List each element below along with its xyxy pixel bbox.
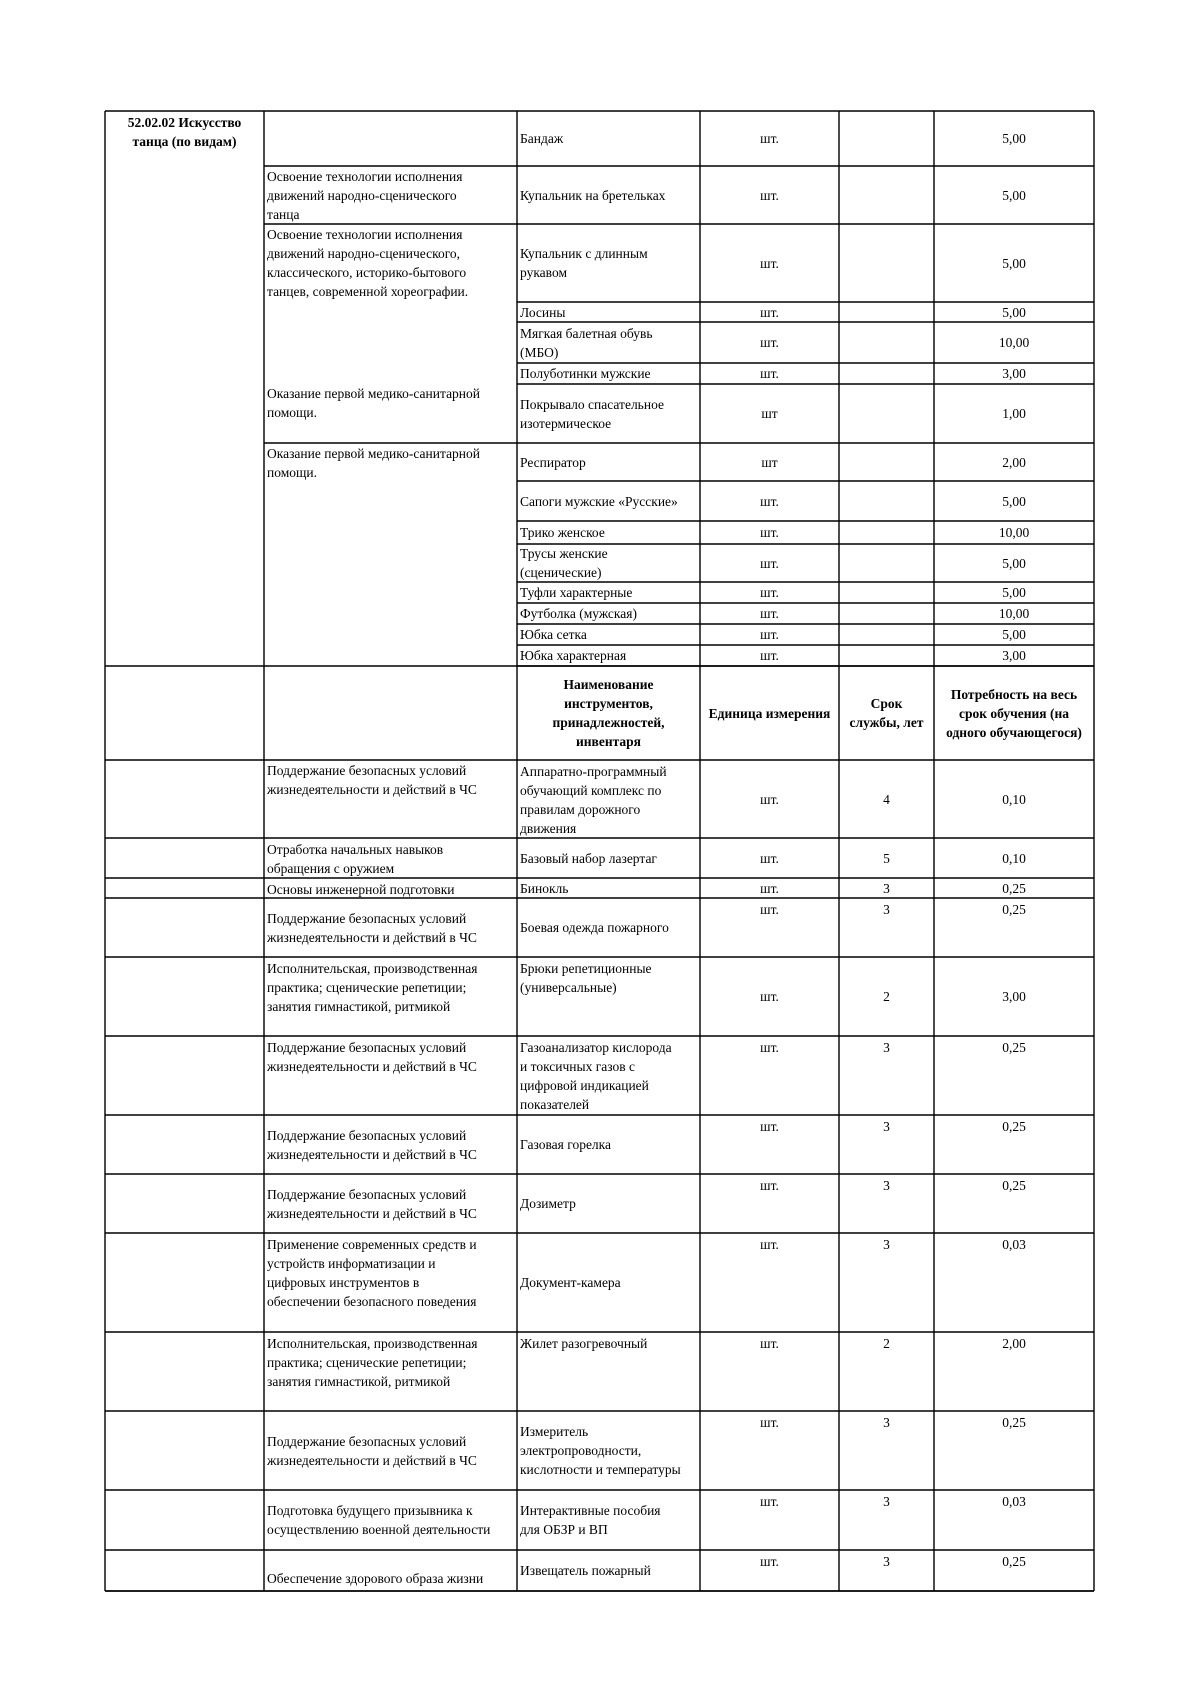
item-term: 2 (883, 989, 890, 1004)
item-unit: шт. (760, 1494, 779, 1509)
item-name: Газовая горелка (520, 1137, 612, 1152)
item-unit: шт (761, 406, 778, 421)
item-qty: 10,00 (998, 525, 1030, 540)
item-unit: шт. (760, 493, 779, 509)
item-name: Купальник на бретельках (520, 187, 666, 203)
item-qty: 0,25 (1002, 880, 1026, 896)
item-qty: 0,25 (1002, 1554, 1026, 1569)
item-name: Покрывало спасательное изотермическое (520, 396, 664, 431)
item-name: Полуботинки мужские (520, 366, 651, 381)
discipline-cell: Поддержание безопасных условий жизнедеятельности и действий в ЧС (267, 1433, 477, 1468)
item-qty: 0,25 (1002, 1415, 1026, 1430)
item-qty: 3,00 (1002, 989, 1026, 1004)
item-qty: 10,00 (998, 606, 1030, 621)
discipline-cell: Подготовка будущего призывника к осуществлению военной деятельности (267, 1503, 491, 1537)
item-unit: шт. (760, 1119, 779, 1134)
item-unit: шт. (760, 1336, 779, 1351)
item-name: Респиратор (520, 454, 586, 470)
item-name: Документ-камера (520, 1275, 621, 1290)
item-name: Лосины (520, 304, 566, 320)
item-name: Юбка сетка (520, 627, 587, 642)
item-unit: шт. (760, 525, 779, 540)
item-unit: шт. (760, 627, 779, 642)
item-qty: 3,00 (1002, 366, 1026, 381)
item-unit: шт (761, 454, 778, 470)
column-header-need: Потребность на весь срок обучения (на одного обучающегося) (946, 686, 1082, 740)
item-name: Измеритель электропроводности, кислотности и температуры (520, 1424, 681, 1477)
item-unit: шт. (760, 791, 779, 807)
discipline-cell: Обеспечение здорового образа жизни (267, 1571, 484, 1586)
specialty-cell: 52.02.02 Искусство танца (по видам) (127, 115, 242, 149)
item-qty: 5,00 (1002, 555, 1026, 571)
item-term: 3 (883, 1415, 890, 1430)
item-qty: 5,00 (1002, 493, 1026, 509)
discipline-cell: Поддержание безопасных условий жизнедеятельности и действий в ЧС (267, 1186, 477, 1221)
column-header-name: Наименование инструментов, принадлежностей, инвентаря (552, 677, 665, 749)
discipline-cell: Поддержание безопасных условий жизнедеятельности и действий в ЧС (267, 1127, 477, 1162)
item-unit: шт. (760, 850, 779, 866)
item-unit: шт. (760, 131, 779, 146)
item-name: Базовый набор лазертаг (520, 850, 657, 866)
item-name: Брюки репетиционные (универсальные) (520, 961, 652, 995)
item-term: 4 (883, 791, 890, 807)
item-term: 3 (883, 902, 890, 917)
item-qty: 5,00 (1002, 304, 1026, 320)
item-term: 3 (883, 1237, 890, 1252)
discipline-cell: Оказание первой медико-санитарной помощи. (267, 446, 481, 480)
item-qty: 5,00 (1002, 187, 1026, 203)
item-name: Дозиметр (520, 1196, 576, 1211)
item-name: Извещатель пожарный (520, 1563, 651, 1578)
discipline-cell: Оказание первой медико-санитарной помощи. (267, 386, 481, 420)
item-qty: 1,00 (1002, 406, 1026, 421)
discipline-cell: Поддержание безопасных условий жизнедеятельности и действий в ЧС (267, 763, 477, 797)
item-unit: шт. (760, 989, 779, 1004)
item-term: 3 (883, 1494, 890, 1509)
item-name: Трусы женские (сценические) (520, 546, 608, 580)
item-qty: 0,03 (1002, 1494, 1026, 1509)
discipline-cell: Поддержание безопасных условий жизнедеятельности и действий в ЧС (267, 1040, 477, 1074)
item-unit: шт. (760, 606, 779, 621)
discipline-cell: Отработка начальных навыков обращения с оружием (267, 842, 444, 876)
item-qty: 0,10 (1002, 850, 1026, 866)
item-unit: шт. (760, 1237, 779, 1252)
item-unit: шт. (760, 187, 779, 203)
column-header-term: Срок службы, лет (849, 696, 924, 730)
item-unit: шт. (760, 366, 779, 381)
item-qty: 5,00 (1002, 255, 1026, 271)
discipline-cell: Применение современных средств и устройств информатизации и цифровых инструментов в обеспечении безопасного поведения (267, 1237, 477, 1309)
item-unit: шт. (760, 880, 779, 896)
item-unit: шт. (760, 255, 779, 271)
item-unit: шт. (760, 902, 779, 917)
item-qty: 5,00 (1002, 627, 1026, 642)
item-unit: шт. (760, 555, 779, 571)
item-qty: 10,00 (998, 335, 1030, 350)
item-term: 3 (883, 1178, 890, 1193)
item-name: Туфли характерные (520, 585, 633, 600)
item-name: Жилет разогревочный (520, 1336, 648, 1351)
item-name: Юбка характерная (520, 648, 627, 663)
item-term: 3 (883, 1119, 890, 1134)
item-qty: 0,25 (1002, 902, 1026, 917)
item-term: 5 (883, 850, 890, 866)
item-unit: шт. (760, 335, 779, 350)
item-qty: 3,00 (1002, 648, 1026, 663)
discipline-cell: Исполнительская, производственная практика; сценические репетиции; занятия гимнастикой, ритмикой (267, 1336, 478, 1389)
item-name: Футболка (мужская) (520, 606, 637, 621)
item-qty: 2,00 (1002, 454, 1026, 470)
item-qty: 0,25 (1002, 1119, 1026, 1134)
item-name: Бинокль (520, 880, 569, 896)
item-term: 3 (883, 1554, 890, 1569)
item-unit: шт. (760, 1040, 779, 1055)
item-qty: 5,00 (1002, 131, 1026, 146)
item-qty: 0,10 (1002, 791, 1026, 807)
item-name: Боевая одежда пожарного (520, 920, 669, 935)
item-unit: шт. (760, 304, 779, 320)
discipline-cell: Исполнительская, производственная практика; сценические репетиции; занятия гимнастикой, ритмикой (267, 961, 478, 1014)
item-name: Газоанализатор кислорода и токсичных газов с цифровой индикацией показателей (520, 1040, 672, 1112)
item-unit: шт. (760, 1415, 779, 1430)
item-name: Купальник с длинным рукавом (520, 246, 648, 280)
column-header-unit: Единица измерения (708, 705, 831, 721)
item-term: 3 (883, 880, 890, 896)
item-name: Сапоги мужские «Русские» (520, 493, 678, 509)
item-name: Бандаж (520, 131, 564, 146)
item-term: 3 (883, 1040, 890, 1055)
item-qty: 0,25 (1002, 1178, 1026, 1193)
item-name: Мягкая балетная обувь (МБО) (520, 325, 653, 360)
item-unit: шт. (760, 1178, 779, 1193)
discipline-cell: Освоение технологии исполнения движений народно-сценического танца (267, 169, 463, 222)
discipline-cell: Освоение технологии исполнения движений народно-сценического, классического, историко-бытового танцев, современной хореографии. (267, 227, 469, 299)
item-name: Интерактивные пособия для ОБЗР и ВП (520, 1503, 661, 1537)
discipline-cell: Основы инженерной подготовки (267, 882, 455, 897)
item-name: Трико женское (520, 525, 605, 540)
item-qty: 0,03 (1002, 1237, 1026, 1252)
item-qty: 0,25 (1002, 1040, 1026, 1055)
item-unit: шт. (760, 648, 779, 663)
item-term: 2 (883, 1336, 890, 1351)
item-unit: шт. (760, 585, 779, 600)
item-qty: 5,00 (1002, 585, 1026, 600)
discipline-cell: Поддержание безопасных условий жизнедеятельности и действий в ЧС (267, 910, 477, 945)
item-qty: 2,00 (1002, 1336, 1026, 1351)
item-unit: шт. (760, 1554, 779, 1569)
item-name: Аппаратно-программный обучающий комплекс по правилам дорожного движения (520, 764, 667, 836)
